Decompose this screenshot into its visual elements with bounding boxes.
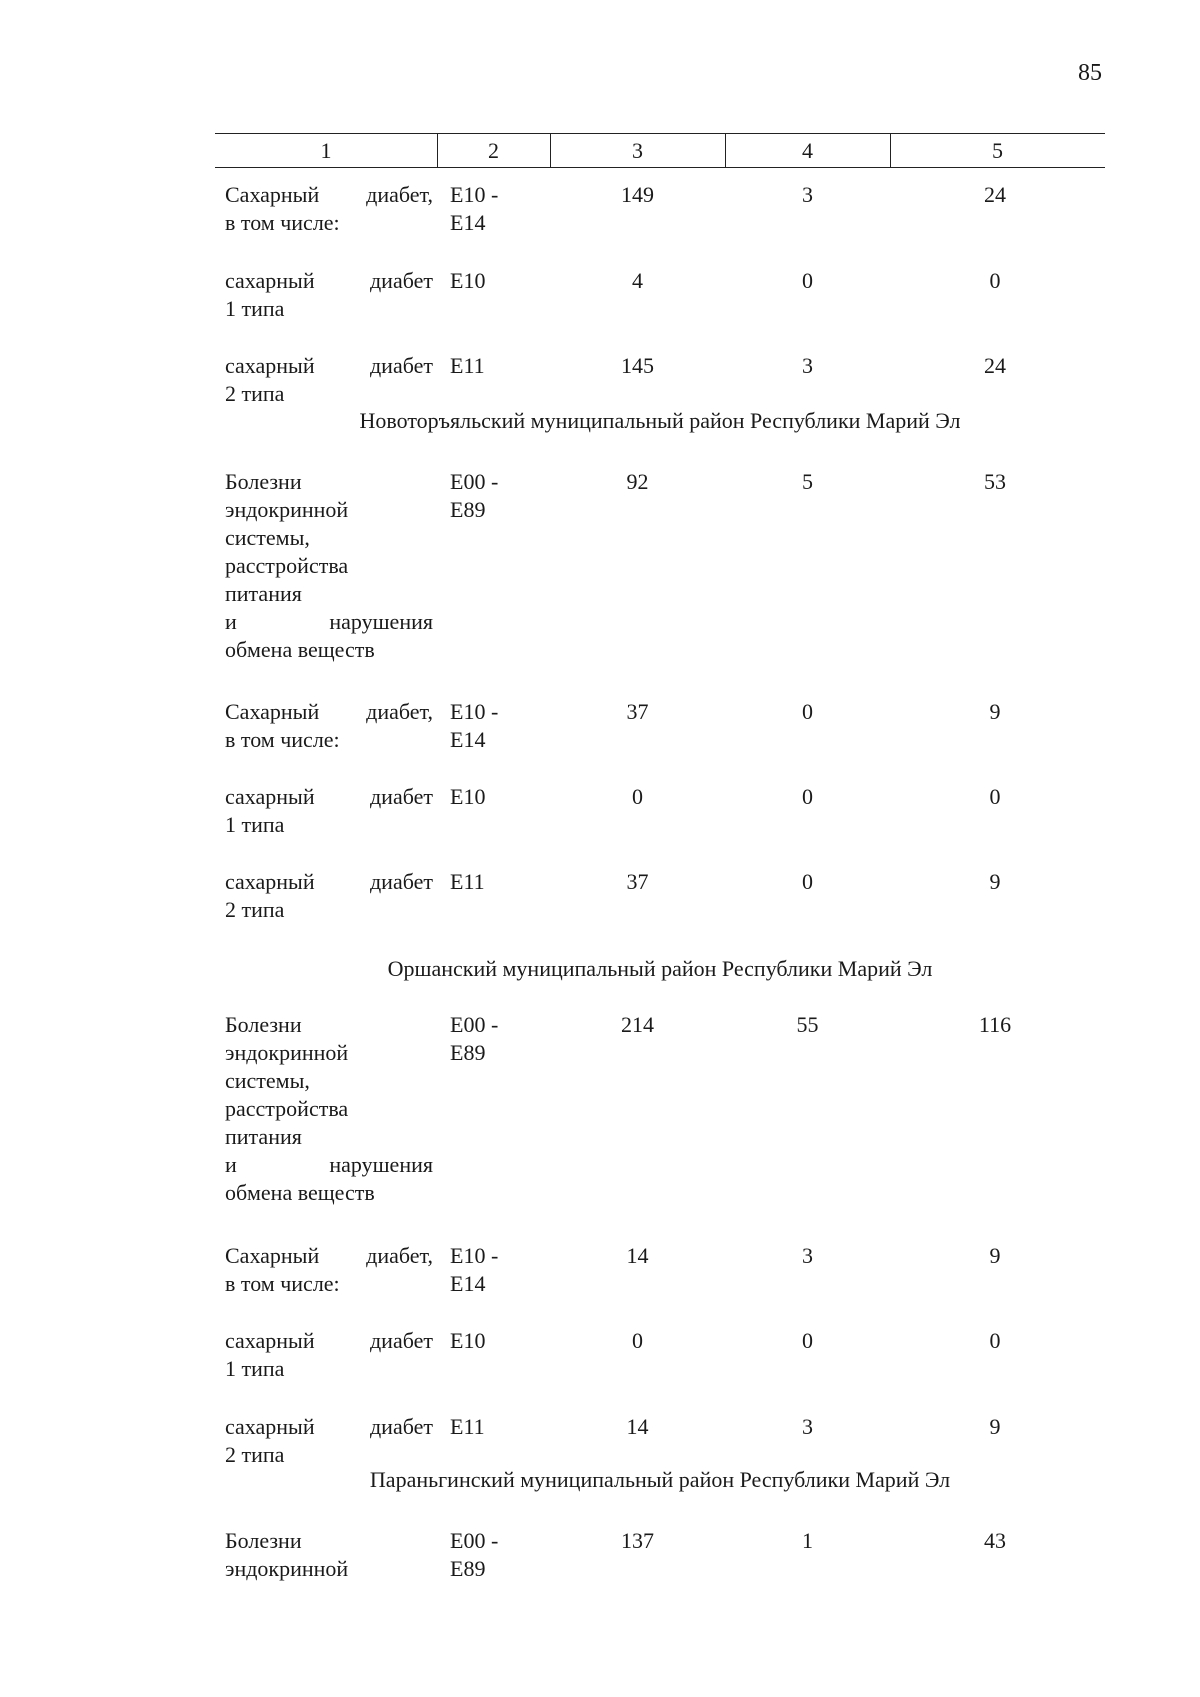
row-name-line: расстройства bbox=[225, 1096, 349, 1121]
row-col-3: 92 bbox=[626, 469, 649, 494]
row-name-line: сахарный диабет bbox=[225, 869, 433, 894]
row-name bbox=[225, 1327, 433, 1383]
row-name-line: Болезни bbox=[225, 469, 302, 494]
row-name-line: обмена веществ bbox=[225, 1180, 375, 1205]
row-code-line: E00 - bbox=[450, 1012, 499, 1037]
row-name-line: системы, bbox=[225, 525, 310, 550]
row-name-line: и нарушения bbox=[225, 1152, 433, 1177]
row-col-4: 3 bbox=[802, 182, 813, 207]
section-title: Оршанский муниципальный район Республики Марий Эл bbox=[387, 956, 933, 981]
row-col-4: 1 bbox=[802, 1528, 813, 1553]
row-code-line: E14 bbox=[450, 1271, 486, 1296]
page-number: 85 bbox=[1078, 60, 1102, 86]
row-name-line: эндокринной bbox=[225, 1040, 349, 1065]
row-name-line: в том числе: bbox=[225, 210, 340, 235]
row-col-3: 214 bbox=[621, 1012, 654, 1037]
row-code-line: E10 - bbox=[450, 1243, 499, 1268]
row-name-line: сахарный диабет bbox=[225, 1414, 433, 1439]
header-col-5: 5 bbox=[992, 138, 1003, 163]
row-name-line: Сахарный диабет, bbox=[225, 1243, 433, 1268]
row-code-line: E00 - bbox=[450, 1528, 499, 1553]
row-name-line: питания bbox=[225, 581, 302, 606]
row-col-5: 9 bbox=[989, 869, 1001, 894]
row-col-3: 4 bbox=[632, 268, 643, 293]
row-col-5: 0 bbox=[989, 784, 1001, 809]
row-code bbox=[450, 352, 540, 380]
row-name-line: в том числе: bbox=[225, 727, 340, 752]
row-col-5: 24 bbox=[984, 353, 1006, 378]
row-col-4: 55 bbox=[796, 1012, 819, 1037]
row-col-4: 0 bbox=[802, 268, 813, 293]
row-name bbox=[225, 1242, 433, 1298]
header-col-3: 3 bbox=[550, 134, 726, 167]
row-col-3: 14 bbox=[626, 1243, 649, 1268]
row-name bbox=[225, 783, 433, 839]
row-name-line: системы, bbox=[225, 1068, 310, 1093]
row-code-line: E11 bbox=[450, 353, 485, 378]
row-code-line: E89 bbox=[450, 497, 486, 522]
row-col-3: 145 bbox=[621, 353, 654, 378]
row-name-line: в том числе: bbox=[225, 1271, 340, 1296]
row-code-line: E14 bbox=[450, 727, 486, 752]
row-col-3: 37 bbox=[626, 699, 649, 724]
row-code-line: E89 bbox=[450, 1556, 486, 1581]
row-name bbox=[225, 1527, 433, 1583]
row-code-line: E10 - bbox=[450, 699, 499, 724]
row-name-line: сахарный диабет bbox=[225, 268, 433, 293]
row-col-4: 0 bbox=[802, 1328, 813, 1353]
row-col-3: 14 bbox=[626, 1414, 649, 1439]
row-name-line: 1 типа bbox=[225, 1356, 285, 1381]
row-code bbox=[450, 468, 540, 524]
row-name-line: питания bbox=[225, 1124, 302, 1149]
row-code-line: E10 bbox=[450, 784, 486, 809]
row-name-line: 1 типа bbox=[225, 296, 285, 321]
row-col-4: 0 bbox=[802, 784, 813, 809]
row-code bbox=[450, 1327, 540, 1355]
row-name-line: 2 типа bbox=[225, 897, 285, 922]
row-name bbox=[225, 868, 433, 924]
row-code bbox=[450, 783, 540, 811]
row-code-line: E14 bbox=[450, 210, 486, 235]
row-code-line: E10 - bbox=[450, 182, 499, 207]
row-col-5: 53 bbox=[984, 469, 1006, 494]
row-col-4: 3 bbox=[802, 1414, 813, 1439]
row-col-5: 9 bbox=[989, 1243, 1001, 1268]
row-name bbox=[225, 1413, 433, 1469]
row-col-4: 5 bbox=[802, 469, 813, 494]
row-col-4: 3 bbox=[802, 353, 813, 378]
header-col-1: 1 bbox=[215, 134, 438, 167]
row-code-line: E11 bbox=[450, 1414, 485, 1439]
row-code-line: E11 bbox=[450, 869, 485, 894]
row-name bbox=[225, 698, 433, 754]
row-col-3: 137 bbox=[621, 1528, 654, 1553]
row-col-3: 149 bbox=[621, 182, 654, 207]
row-code bbox=[450, 1242, 540, 1298]
row-name-line: эндокринной bbox=[225, 1556, 349, 1581]
row-code bbox=[450, 1527, 540, 1583]
row-code bbox=[450, 1413, 540, 1441]
row-col-4: 3 bbox=[802, 1243, 813, 1268]
table-header bbox=[215, 133, 1105, 168]
row-name-line: сахарный диабет bbox=[225, 1328, 433, 1353]
row-code-line: E00 - bbox=[450, 469, 499, 494]
section-title: Параньгинский муниципальный район Республики Марий Эл bbox=[369, 1467, 951, 1492]
row-name-line: и нарушения bbox=[225, 609, 433, 634]
row-code bbox=[450, 868, 540, 896]
row-col-5: 9 bbox=[989, 1414, 1001, 1439]
row-col-5: 116 bbox=[978, 1012, 1012, 1037]
section-title: Новоторъяльский муниципальный район Республики Марий Эл bbox=[359, 408, 961, 433]
row-name bbox=[225, 468, 433, 664]
row-name-line: 2 типа bbox=[225, 381, 285, 406]
row-col-3: 0 bbox=[632, 784, 643, 809]
row-code bbox=[450, 181, 540, 237]
row-col-4: 0 bbox=[802, 869, 813, 894]
row-name-line: Болезни bbox=[225, 1012, 302, 1037]
row-code bbox=[450, 698, 540, 754]
row-col-5: 0 bbox=[989, 268, 1001, 293]
row-code bbox=[450, 1011, 540, 1067]
row-name bbox=[225, 352, 433, 408]
row-name bbox=[225, 267, 433, 323]
row-name-line: Сахарный диабет, bbox=[225, 182, 433, 207]
row-col-4: 0 bbox=[802, 699, 813, 724]
row-code-line: E10 bbox=[450, 268, 486, 293]
row-name-line: обмена веществ bbox=[225, 637, 375, 662]
row-col-3: 0 bbox=[632, 1328, 643, 1353]
header-col-2: 2 bbox=[437, 134, 551, 167]
row-code-line: E10 bbox=[450, 1328, 486, 1353]
row-col-5: 9 bbox=[989, 699, 1001, 724]
row-name-line: 2 типа bbox=[225, 1442, 285, 1467]
row-col-5: 24 bbox=[984, 182, 1006, 207]
row-name-line: сахарный диабет bbox=[225, 353, 433, 378]
row-name-line: сахарный диабет bbox=[225, 784, 433, 809]
row-col-5: 43 bbox=[984, 1528, 1006, 1553]
row-name-line: расстройства bbox=[225, 553, 349, 578]
row-name-line: эндокринной bbox=[225, 497, 349, 522]
row-col-3: 37 bbox=[626, 869, 649, 894]
row-col-5: 0 bbox=[989, 1328, 1001, 1353]
row-name-line: Болезни bbox=[225, 1528, 302, 1553]
row-code bbox=[450, 267, 540, 295]
row-name bbox=[225, 181, 433, 237]
row-name-line: 1 типа bbox=[225, 812, 285, 837]
row-code-line: E89 bbox=[450, 1040, 486, 1065]
row-name bbox=[225, 1011, 433, 1207]
header-col-4: 4 bbox=[725, 134, 891, 167]
row-name-line: Сахарный диабет, bbox=[225, 699, 433, 724]
